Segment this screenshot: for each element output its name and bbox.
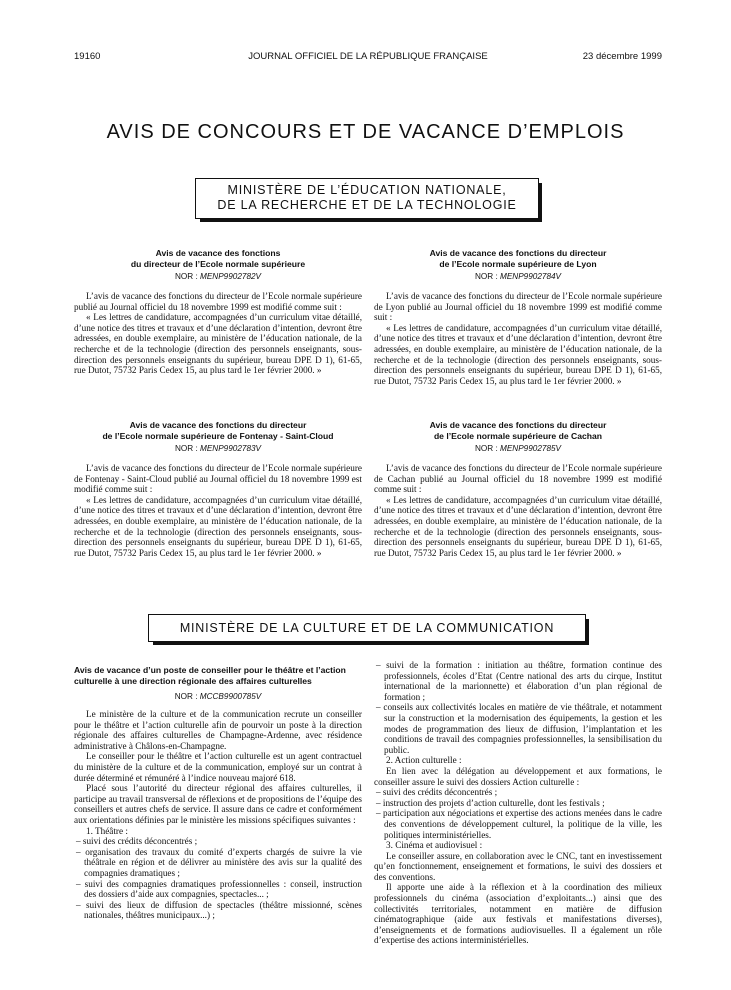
culture-notice-right: [374, 660, 662, 946]
notice-ens-lyon: [374, 248, 662, 386]
notice-paragraph: L’avis de vacance des fonctions du directeur de l’Ecole normale supérieure de Fontenay - Saint-Cloud publié au Journal officiel du 18 novembre 1999 est modifié comme suit :: [74, 463, 362, 495]
list-item: – suivi des crédits déconcentrés ;: [76, 836, 198, 847]
culture-paragraph: Placé sous l’autorité du directeur régional des affaires culturelles, il participe au travail transversal de réflexions et de propositions de l’équipe des conseillers et autres chefs de service. Il assure dans ce cadre et conformément aux orientations définies par le ministère les missions spécifiques suivantes :: [74, 783, 362, 825]
culture-notice-title: Avis de vacance d’un poste de conseiller pour le théâtre et l’action culturelle à une direction régionale des affaires culturelles: [74, 665, 346, 686]
culture-paragraph: Le conseiller pour le théâtre et l’action culturelle est un agent contractuel du ministère de la culture et de la communication, employé sur un contrat à durée déterminé et rémunéré à l’indice nouveau majoré 618.: [74, 751, 362, 783]
section-heading: 2. Action culturelle :: [386, 755, 462, 766]
culture-notice-left: [74, 665, 362, 921]
ministry-education-box: [195, 178, 539, 219]
main-title: AVIS DE CONCOURS ET DE VACANCE D’EMPLOIS: [106, 121, 625, 143]
notice-title: de l’Ecole normale supérieure de Lyon: [439, 258, 597, 269]
issue-date: 23 décembre 1999: [582, 51, 662, 62]
nor-reference: NOR : MENP9902783V: [174, 444, 262, 453]
list-item: – instruction des projets d’action culturelle, dont les festivals ;: [376, 797, 605, 808]
notice-title: de l’Ecole normale supérieure de Cachan: [433, 430, 603, 441]
notice-paragraph: L’avis de vacance des fonctions du directeur de l’Ecole normale supérieure de Cachan publié au Journal officiel du 18 novembre 1999 est modifié comme suit :: [374, 463, 662, 495]
culture-paragraph: Le ministère de la culture et de la communication recrute un conseiller pour le théâtre et l’action culturelle afin de pourvoir un poste à la direction régionale des affaires culturelles de Champagne-Ardenne, avec résidence administrative à Châlons-en-Champagne.: [74, 709, 362, 751]
notice-title: de l’Ecole normale supérieure de Fontenay - Saint-Cloud: [102, 430, 334, 441]
notice-title: Avis de vacance des fonctions du directeur: [129, 420, 307, 430]
page-header: [74, 51, 662, 65]
nor-reference: NOR : MENP9902785V: [474, 444, 562, 453]
culture-paragraph: Il apporte une aide à la réflexion et à la coordination des milieux professionnels du cinéma (association d’exploitants...) ainsi que des collectivités territoriales, notamment en matière de diffusion cinématographique (aide aux festivals et manifestations diverses), d’enseignements et de formations audiovisuelles. Il a également un rôle d’expertise des actions interministérielles.: [374, 882, 662, 946]
notice-title: Avis de vacance des fonctions: [155, 248, 281, 258]
nor-reference: NOR : MENP9902782V: [174, 272, 262, 281]
notice-paragraph: L’avis de vacance des fonctions du directeur de l’Ecole normale supérieure de Lyon publié au Journal officiel du 18 novembre 1999 est modifié comme suit :: [374, 291, 662, 323]
section-heading: 1. Théâtre :: [86, 825, 128, 836]
notice-title: Avis de vacance des fonctions du directeur: [429, 420, 607, 430]
page-number: 19160: [74, 51, 101, 62]
list-item: – organisation des travaux du comité d’experts chargés de suivre la vie théâtrale en région et de délivrer au ministère des avis sur la qualité des compagnies dramatiques ;: [76, 846, 362, 878]
notice-paragraph: « Les lettres de candidature, accompagnées d’un curriculum vitae détaillé, d’une notice des titres et travaux et d’une déclaration d’intention, devront être adressées, en double exemplaire, au ministère de l’éducation nationale, de la recherche et de la technologie (direction des personnels enseignants, sous-direction des personnels enseignants du supérieur, bureau DPE D 1), 61-65, rue Dutot, 75732 Paris Cedex 15, au plus tard le 1er février 2000. »: [374, 322, 662, 386]
list-item: – conseils aux collectivités locales en matière de vie théâtrale, et notamment sur la construction et la modernisation des équipements, la gestion et les modes de programmation des lieux de diffusion, l’implantation et les conditions de travail des compagnies professionnelles, la sensibilisation du public.: [376, 702, 662, 755]
culture-paragraph: Le conseiller assure, en collaboration avec le CNC, tant en investissement qu’en fonctionnement, enseignement et formations, le suivi des dossiers et des conventions.: [374, 850, 662, 882]
notice-title: Avis de vacance des fonctions du directeur: [429, 248, 607, 258]
ministry-education-line2: DE LA RECHERCHE ET DE LA TECHNOLOGIE: [217, 198, 517, 212]
list-item: – suivi des lieux de diffusion de spectacles (théâtre missionné, scènes nationales, théâtres municipaux...) ;: [76, 899, 362, 921]
list-item: – suivi des compagnies dramatiques professionnelles : conseil, instruction des dossiers d’aide aux compagnies, spectacles... ;: [76, 878, 362, 900]
list-item: – participation aux négociations et expertise des actions menées dans le cadre des conventions de développement culturel, la politique de la ville, les politiques interministérielles.: [376, 808, 662, 840]
notice-paragraph: « Les lettres de candidature, accompagnées d’un curriculum vitae détaillé, d’une notice des titres et travaux et d’une déclaration d’intention, devront être adressées, en double exemplaire, au ministère de l’éducation nationale, de la recherche et de la technologie (direction des personnels enseignants, sous-direction des personnels enseignants du supérieur, bureau DPE D 1), 61-65, rue Dutot, 75732 Paris Cedex 15, au plus tard le 1er février 2000. »: [374, 494, 662, 558]
list-item: – suivi de la formation : initiation au théâtre, formation continue des professionnels, écoles d’Etat (Centre national des arts du cirque, Institut international de la marionnette) et élaboration d’un plan régional de formation ;: [376, 660, 662, 702]
notice-ens-cachan: [374, 420, 662, 558]
notice-paragraph: « Les lettres de candidature, accompagnées d’un curriculum vitae détaillé, d’une notice des titres et travaux et d’une déclaration d’intention, devront être adressées, en double exemplaire, au ministère de l’éducation nationale, de la recherche et de la technologie (direction des personnels enseignants, sous-direction des personnels enseignants du supérieur, bureau DPE D 1), 61-65, rue Dutot, 75732 Paris Cedex 15, au plus tard le 1er février 2000. »: [74, 312, 362, 376]
list-item: – suivi des crédits déconcentrés ;: [376, 787, 498, 798]
ministry-education-line1: MINISTÈRE DE L’ÉDUCATION NATIONALE,: [227, 183, 507, 197]
notice-ens: [74, 248, 362, 376]
nor-reference: NOR : MCCB9900785V: [174, 692, 262, 701]
notice-paragraph: L’avis de vacance des fonctions du directeur de l’Ecole normale supérieure publié au Journal officiel du 18 novembre 1999 est modifié comme suit :: [74, 291, 362, 312]
notice-ens-fontenay: [74, 420, 362, 558]
journal-title: JOURNAL OFFICIEL DE LA RÉPUBLIQUE FRANÇAISE: [248, 51, 488, 62]
notice-title: du directeur de l’Ecole normale supérieure: [130, 258, 306, 269]
ministry-culture-box: MINISTÈRE DE LA CULTURE ET DE LA COMMUNICATION: [148, 614, 586, 642]
notice-paragraph: « Les lettres de candidature, accompagnées d’un curriculum vitae détaillé, d’une notice des titres et travaux et d’une déclaration d’intention, devront être adressées, en double exemplaire, au ministère de l’éducation nationale, de la recherche et de la technologie (direction des personnels enseignants, sous-direction des personnels enseignants du supérieur, bureau DPE D 1), 61-65, rue Dutot, 75732 Paris Cedex 15, au plus tard le 1er février 2000. »: [74, 494, 362, 558]
section-heading: 3. Cinéma et audiovisuel :: [386, 840, 483, 851]
culture-paragraph: En lien avec la délégation au développement et aux formations, le conseiller assure le suivi des dossiers Action culturelle :: [374, 765, 662, 787]
nor-reference: NOR : MENP9902784V: [474, 272, 562, 281]
